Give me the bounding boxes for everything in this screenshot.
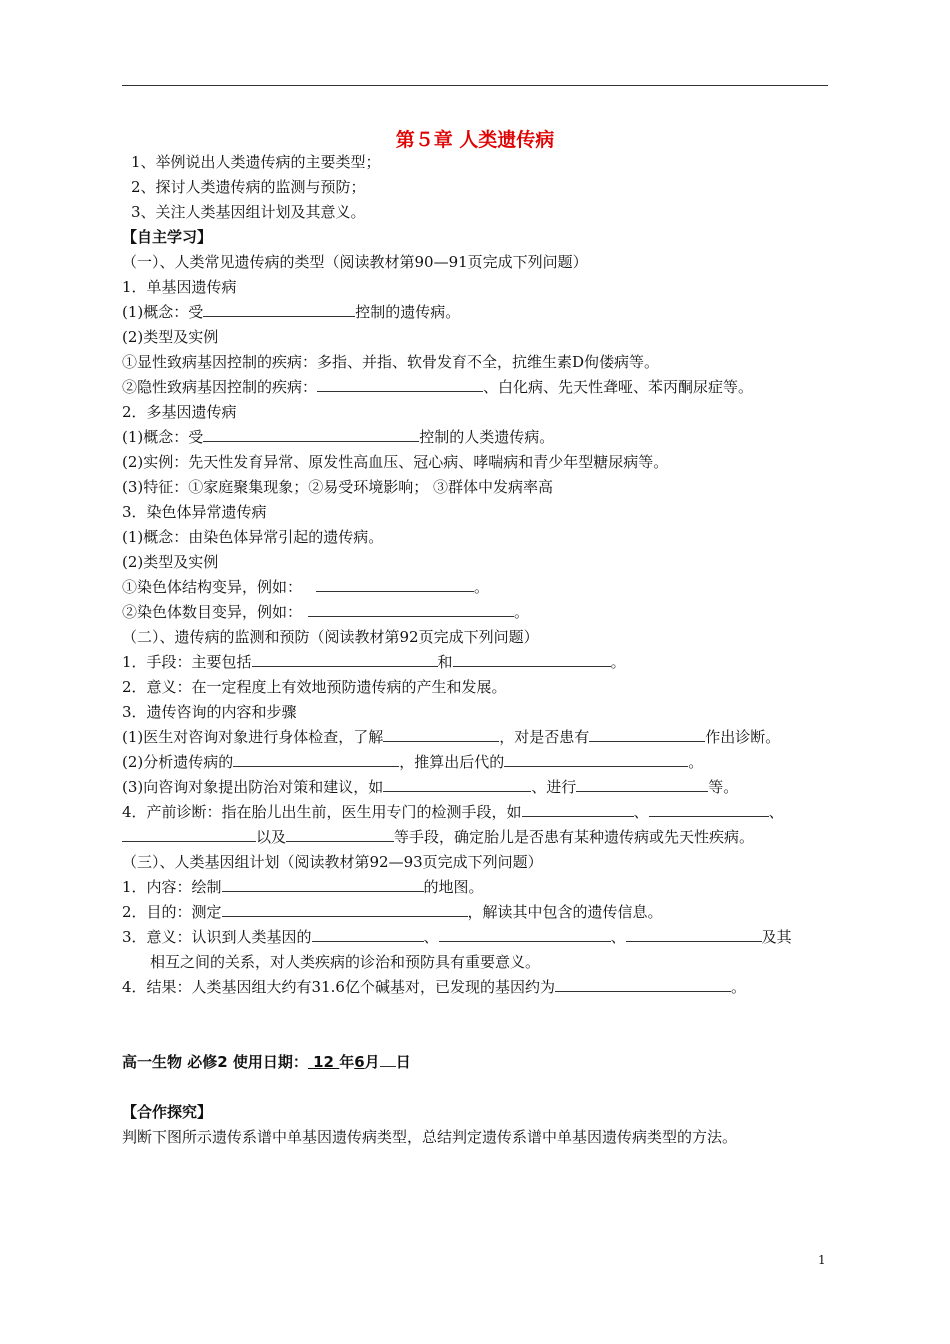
- date-day-blank: [380, 1051, 396, 1067]
- s1-line-10: 3．染色体异常遗传病: [122, 503, 267, 521]
- fill-blank: [522, 801, 634, 817]
- coop-text: 判断下图所示遗传系谱中单基因遗传病类型，总结判定遗传系谱中单基因遗传病类型的方法。: [122, 1128, 738, 1146]
- goal-1: 1、举例说出人类遗传病的主要类型；: [131, 153, 381, 171]
- fill-blank: [383, 726, 499, 742]
- coop-heading: 【合作探究】: [122, 1103, 213, 1121]
- s1-line-6: 2．多基因遗传病: [122, 403, 237, 421]
- s2-line-8: 以及 等手段，确定胎儿是否患有某种遗传病或先天性疾病。: [122, 826, 754, 848]
- section-2-heading: （二）、遗传病的监测和预防（阅读教材第92页完成下列问题）: [122, 628, 539, 646]
- chapter-title: 第５章 人类遗传病: [395, 129, 555, 151]
- fill-blank: [626, 926, 762, 942]
- s1-line-3: (2)类型及实例: [122, 328, 219, 346]
- fill-blank: [316, 576, 474, 592]
- fill-blank: [589, 726, 705, 742]
- s2-line-1: 1．手段：主要包括 和 。: [122, 653, 626, 671]
- s1-line-12: (2)类型及实例: [122, 553, 219, 571]
- fill-blank: [222, 901, 468, 917]
- s3-line-2: 2．目的：测定 ，解读其中包含的遗传信息。: [122, 903, 663, 921]
- usage-date-line: 高一生物 必修2 使用日期： 12 年6月 日: [122, 1053, 411, 1071]
- fill-blank: [286, 826, 394, 842]
- goal-3: 3、关注人类基因组计划及其意义。: [131, 203, 366, 221]
- s2-line-4: (1)医生对咨询对象进行身体检查，了解 ，对是否患有 作出诊断。: [122, 728, 781, 746]
- s3-line-3: 3．意义：认识到人类基因的 、 、 及其: [122, 928, 792, 946]
- s3-line-5: 4．结果：人类基因组大约有31.6亿个碱基对，已发现的基因约为 。: [122, 978, 746, 996]
- s1-line-2: (1)概念：受 控制的遗传病。: [122, 303, 461, 321]
- header-rule: [122, 85, 828, 86]
- date-year: 12: [307, 1053, 340, 1071]
- s1-line-9: (3)特征：①家庭聚集现象；②易受环境影响； ③群体中发病率高: [122, 478, 554, 496]
- s1-line-11: (1)概念：由染色体异常引起的遗传病。: [122, 528, 384, 546]
- self-study-heading: 【自主学习】: [122, 228, 213, 246]
- fill-blank: [649, 801, 769, 817]
- s2-line-3: 3．遗传咨询的内容和步骤: [122, 703, 297, 721]
- page-number: 1: [818, 1253, 826, 1267]
- goal-2: 2、探讨人类遗传病的监测与预防；: [131, 178, 366, 196]
- fill-blank: [504, 751, 688, 767]
- s2-line-7: 4．产前诊断：指在胎儿出生前，医生用专门的检测手段，如 、 、: [122, 803, 784, 821]
- s2-line-6: (3)向咨询对象提出防治对策和建议，如 、进行 等。: [122, 778, 739, 796]
- fill-blank: [122, 826, 256, 842]
- fill-blank: [312, 926, 424, 942]
- fill-blank: [555, 976, 731, 992]
- s1-line-13: ①染色体结构变异，例如： 。: [122, 578, 490, 596]
- s3-line-1: 1．内容：绘制 的地图。: [122, 878, 484, 896]
- fill-blank: [252, 651, 438, 667]
- s3-line-4: 相互之间的关系，对人类疾病的诊治和预防具有重要意义。: [150, 953, 541, 971]
- fill-blank: [203, 426, 419, 442]
- fill-blank: [383, 776, 531, 792]
- fill-blank: [222, 876, 424, 892]
- s1-line-14: ②染色体数目变异，例如： 。: [122, 603, 530, 621]
- fill-blank: [439, 926, 611, 942]
- fill-blank: [308, 601, 514, 617]
- s1-line-1: 1．单基因遗传病: [122, 278, 237, 296]
- date-month: 6: [354, 1053, 365, 1071]
- s1-line-8: (2)实例：先天性发育异常、原发性高血压、冠心病、哮喘病和青少年型糖尿病等。: [122, 453, 669, 471]
- s1-line-4: ①显性致病基因控制的疾病：多指、并指、软骨发育不全，抗维生素D佝偻病等。: [122, 353, 660, 371]
- fill-blank: [317, 376, 483, 392]
- s1-line-5: ②隐性致病基因控制的疾病： 、白化病、先天性聋哑、苯丙酮尿症等。: [122, 378, 754, 396]
- fill-blank: [203, 301, 355, 317]
- s2-line-2: 2．意义：在一定程度上有效地预防遗传病的产生和发展。: [122, 678, 507, 696]
- fill-blank: [576, 776, 708, 792]
- section-1-heading: （一）、人类常见遗传病的类型（阅读教材第90—91页完成下列问题）: [122, 253, 588, 271]
- s1-line-7: (1)概念：受 控制的人类遗传病。: [122, 428, 555, 446]
- fill-blank: [233, 751, 399, 767]
- section-3-heading: （三）、人类基因组计划（阅读教材第92—93页完成下列问题）: [122, 853, 543, 871]
- fill-blank: [453, 651, 611, 667]
- s2-line-5: (2)分析遗传病的 ，推算出后代的 。: [122, 753, 704, 771]
